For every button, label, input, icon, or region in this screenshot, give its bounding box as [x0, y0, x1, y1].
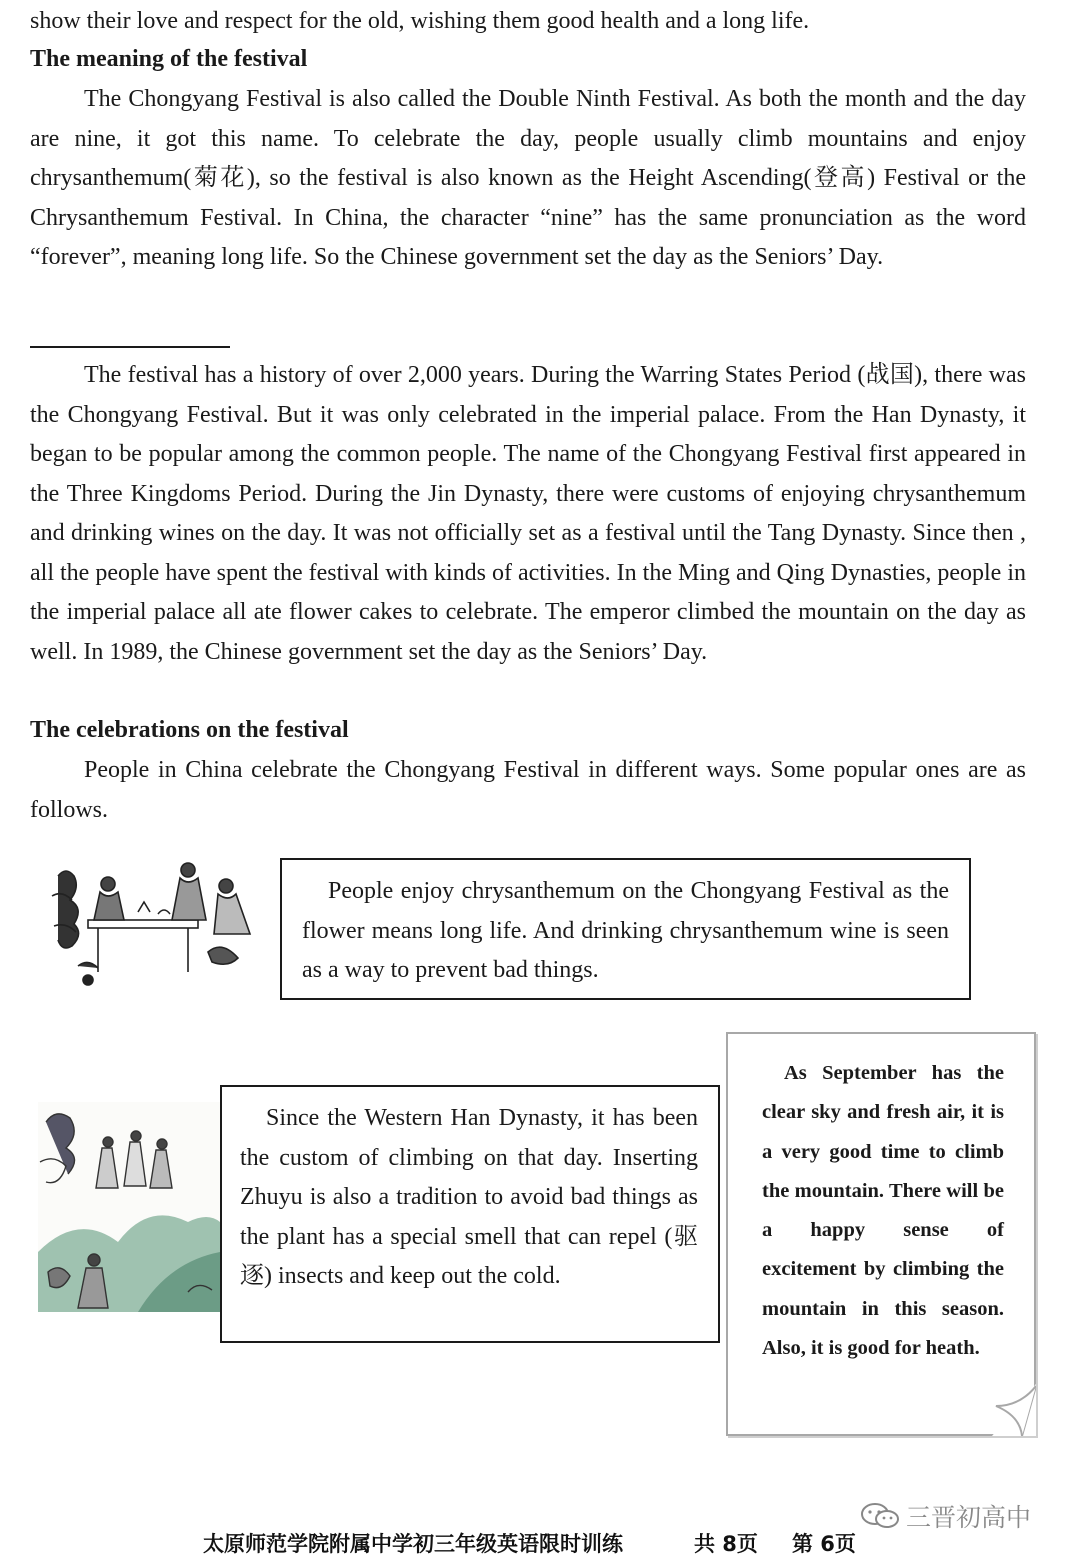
intro-tail-text: show their love and respect for the old, wishing them good health and a long life. [30, 8, 810, 34]
september-note-text: As September has the clear sky and fresh air, it is a very good time to climb the mountain. There will be a happy sense of excitement by climbing the mountain in this season. Also, it is good for heath. [762, 1062, 1004, 1360]
section-heading-meaning: The meaning of the festival [30, 46, 308, 72]
wechat-icon [860, 1501, 900, 1531]
chrysanthemum-info-text: People enjoy chrysanthemum on the Chongyang Festival as the flower means long life. And drinking chrysanthemum wine is seen as a way to prevent bad things. [302, 878, 949, 983]
section-heading-celebrations: The celebrations on the festival [30, 717, 349, 743]
footer-school-title: 太原师范学院附属中学初三年级英语限时训练 [203, 1532, 623, 1556]
watermark-text: 三晋初高中 [906, 1503, 1032, 1532]
climbing-info-box [220, 1085, 720, 1343]
climbing-info-text: Since the Western Han Dynasty, it has been the custom of climbing on that day. Inserting Zhuyu is also a tradition to avoid bad things as the plant has a special smell that can repel (驱逐) insects and keep out the cold. [240, 1105, 698, 1289]
september-note-card [726, 1032, 1036, 1436]
mountain-climbing-illustration [38, 1102, 220, 1312]
meaning-paragraph: The Chongyang Festival is also called the Double Ninth Festival. As both the month and the day are nine, it got this name. To celebrate the day, people usually climb mountains and enjoy chrysanthemum(菊花), so the festival is also known as the Height Ascending(登高) Festival or the Chrysanthemum Festival. In China, the character “nine” has the same pronunciation as the word “forever”, meaning long life. So the Chinese government set the day as the Seniors’ Day. [30, 86, 1026, 270]
watermark [860, 1498, 1031, 1534]
footer-total-pages: 共 8页 [694, 1532, 758, 1556]
celebrations-paragraph: People in China celebrate the Chongyang Festival in different ways. Some popular ones are as follows. [30, 757, 1026, 823]
chrysanthemum-party-illustration [48, 856, 270, 988]
page-curl-icon [992, 1384, 1036, 1436]
chrysanthemum-info-box [280, 858, 971, 1000]
footer-page-number: 第 6页 [792, 1532, 856, 1556]
history-paragraph: The festival has a history of over 2,000 years. During the Warring States Period (战国), there was the Chongyang Festival. But it was only celebrated in the imperial palace. From the Han Dynasty, it began to be popular among the common people. The name of the Chongyang Festival first appeared in the Three Kingdoms Period. During the Jin Dynasty, there were customs of enjoying chrysanthemum and drinking wines on the day. It was not officially set as a festival until the Tang Dynasty. Since then , all the people have spent the festival with kinds of activities. In the Ming and Qing Dynasties, people in the imperial palace all ate flower cakes to celebrate. The emperor climbed the mountain on the day as well. In 1989, the Chinese government set the day as the Seniors’ Day. [30, 362, 1026, 665]
answer-blank-line [30, 346, 230, 348]
